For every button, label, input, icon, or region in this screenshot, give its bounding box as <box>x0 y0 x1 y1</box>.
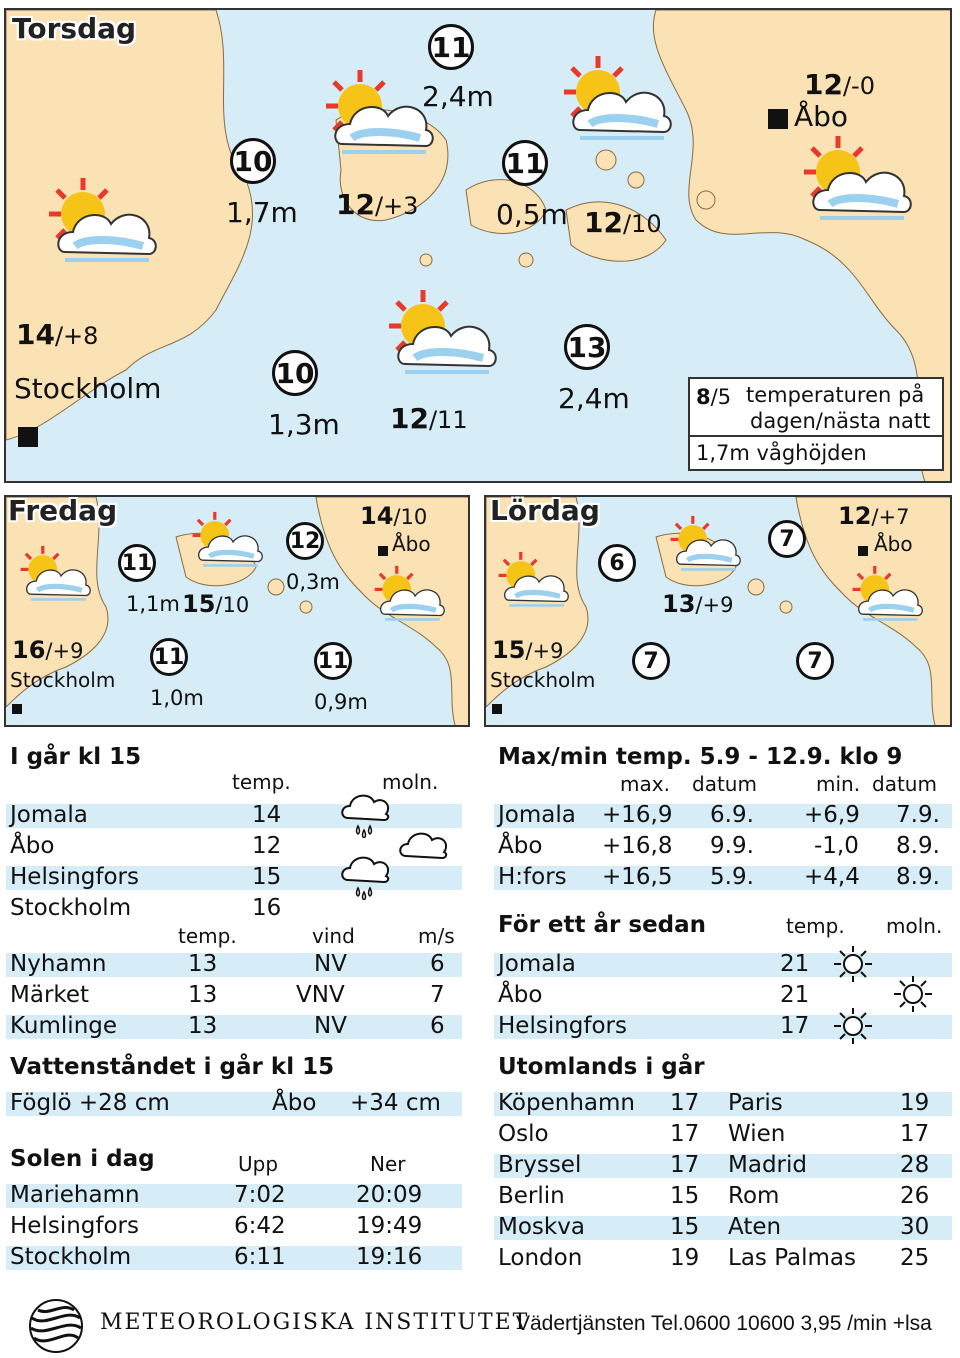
temperature-value: 19 <box>670 1245 700 1271</box>
city-marker <box>18 426 38 447</box>
partly-cloudy-icon <box>322 64 437 163</box>
place-name: Jomala <box>498 951 576 977</box>
wave-height: 1,7m <box>226 196 298 229</box>
wind-speed-marker: 7 <box>796 642 834 680</box>
temperature-label: 12/11 <box>390 402 468 435</box>
column-header-temp: temp. <box>232 770 291 794</box>
min-temp: -1,0 <box>814 833 859 859</box>
min-date: 8.9. <box>896 833 940 859</box>
column-header-temp: temp. <box>178 924 237 948</box>
temperature-value: 17 <box>670 1121 700 1147</box>
wind-speed-marker: 10 <box>272 350 318 396</box>
city-label-abo: Åbo <box>794 100 849 133</box>
min-temp: +6,9 <box>804 802 860 828</box>
place-name: Stockholm <box>10 895 132 921</box>
water-level-value: +34 cm <box>350 1090 441 1116</box>
legend-temp-example: 8/5 <box>696 385 732 409</box>
place-name: Åbo <box>498 833 543 859</box>
column-header-upp: Upp <box>238 1152 279 1176</box>
wind-direction: NV <box>314 1013 347 1039</box>
max-temp: +16,9 <box>602 802 673 828</box>
temperature-value: 13 <box>188 951 218 977</box>
city-marker <box>12 698 22 717</box>
temperature-label: 12/+7 <box>838 502 910 530</box>
place-name: H:fors <box>498 864 567 890</box>
column-header-vind: vind <box>312 924 355 948</box>
institute-logo-icon <box>28 1298 84 1358</box>
temperature-label: 15/+9 <box>492 636 564 664</box>
temperature-value: 17 <box>670 1152 700 1178</box>
place-name: Märket <box>10 982 90 1008</box>
section-title-maxmin: Max/min temp. 5.9 - 12.9. klo 9 <box>498 744 903 770</box>
temperature-label: 16/+9 <box>12 636 84 664</box>
temperature-label: 14/+8 <box>16 318 99 351</box>
temperature-value: 28 <box>900 1152 930 1178</box>
partly-cloudy-icon <box>372 562 447 628</box>
fredag-title: Fredag <box>8 494 118 527</box>
temperature-value: 26 <box>900 1183 930 1209</box>
cloud-icon <box>398 826 450 866</box>
city-name: Moskva <box>498 1214 585 1240</box>
partly-cloudy-icon <box>18 542 93 608</box>
wind-speed-marker: 11 <box>502 140 548 186</box>
legend-wave-text: 1,7m våghöjden <box>696 441 867 465</box>
temperature-label: 13/+9 <box>662 590 734 618</box>
city-name: Berlin <box>498 1183 565 1209</box>
temperature-value: 13 <box>188 982 218 1008</box>
partly-cloudy-icon <box>45 172 160 271</box>
water-level-fogló: Föglö +28 cm <box>10 1090 170 1116</box>
wind-speed: 6 <box>430 951 445 977</box>
temperature-value: 13 <box>188 1013 218 1039</box>
wind-speed-marker: 11 <box>118 544 156 582</box>
wind-speed: 6 <box>430 1013 445 1039</box>
column-header-ms: m/s <box>418 924 455 948</box>
city-name: Las Palmas <box>728 1245 857 1271</box>
place-name: Jomala <box>498 802 576 828</box>
wind-direction: NV <box>314 951 347 977</box>
column-header-min: min. <box>816 772 861 796</box>
place-name: Kumlinge <box>10 1013 118 1039</box>
torsdag-title: Torsdag <box>12 12 137 45</box>
column-header-temp: temp. <box>786 914 845 938</box>
temperature-value: 21 <box>780 982 810 1008</box>
city-name: Oslo <box>498 1121 549 1147</box>
temperature-value: 16 <box>252 895 282 921</box>
column-header-moln: moln. <box>886 914 943 938</box>
wave-height: 0,3m <box>286 570 340 594</box>
rain-cloud-icon <box>340 790 392 842</box>
max-date: 6.9. <box>710 802 754 828</box>
wind-speed-marker: 13 <box>564 324 610 370</box>
column-header-datum: datum <box>872 772 937 796</box>
wind-speed-marker: 7 <box>768 520 806 558</box>
water-level-place: Åbo <box>272 1090 317 1116</box>
city-label-stockholm: Stockholm <box>490 668 596 692</box>
temperature-value: 15 <box>252 864 282 890</box>
city-name: Aten <box>728 1214 782 1240</box>
section-title-vatten: Vattenståndet i går kl 15 <box>10 1054 335 1080</box>
phone-service: Vädertjänsten Tel.0600 10600 3,95 /min +lsa <box>516 1312 932 1335</box>
partly-cloudy-icon <box>560 50 675 149</box>
city-marker <box>492 698 502 717</box>
wind-speed-marker: 7 <box>632 642 670 680</box>
sunrise-time: 6:42 <box>234 1213 286 1239</box>
city-marker <box>858 540 868 559</box>
column-header-ner: Ner <box>370 1152 406 1176</box>
place-name: Jomala <box>10 802 88 828</box>
sun-icon <box>830 944 876 988</box>
section-title-igar: I går kl 15 <box>10 744 142 770</box>
place-name: Stockholm <box>10 1244 132 1270</box>
temperature-value: 17 <box>670 1090 700 1116</box>
sun-icon <box>830 1006 876 1050</box>
temperature-value: 14 <box>252 802 282 828</box>
place-name: Nyhamn <box>10 951 107 977</box>
place-name: Helsingfors <box>10 1213 139 1239</box>
partly-cloudy-icon <box>668 512 743 578</box>
city-marker <box>768 108 788 129</box>
column-header-datum: datum <box>692 772 757 796</box>
place-name: Åbo <box>10 833 55 859</box>
temperature-value: 12 <box>252 833 282 859</box>
column-header-moln: moln. <box>382 770 439 794</box>
legend-temp-text: dagen/nästa natt <box>750 409 931 433</box>
city-name: London <box>498 1245 583 1271</box>
place-name: Helsingfors <box>10 864 139 890</box>
section-title-utomlands: Utomlands i går <box>498 1054 705 1080</box>
temperature-label: 12/10 <box>584 206 662 239</box>
wind-direction: VNV <box>296 982 345 1008</box>
place-name: Åbo <box>498 982 543 1008</box>
city-name: Wien <box>728 1121 786 1147</box>
temperature-label: 15/10 <box>182 590 250 618</box>
wave-height: 0,5m <box>496 198 568 231</box>
wave-height: 1,3m <box>268 408 340 441</box>
sunrise-time: 7:02 <box>234 1182 286 1208</box>
city-label-stockholm: Stockholm <box>10 668 116 692</box>
city-name: Madrid <box>728 1152 807 1178</box>
column-header-max: max. <box>620 772 670 796</box>
institute-name: METEOROLOGISKA INSTITUTET <box>100 1310 530 1335</box>
sunset-time: 19:16 <box>356 1244 423 1270</box>
wave-height: 1,1m <box>126 592 180 616</box>
map-legend <box>688 377 944 471</box>
wind-speed-marker: 11 <box>150 638 188 676</box>
temperature-value: 15 <box>670 1183 700 1209</box>
legend-temp-text: temperaturen på <box>746 383 925 407</box>
partly-cloudy-icon <box>385 284 500 383</box>
city-label-stockholm: Stockholm <box>14 372 162 405</box>
city-name: Rom <box>728 1183 780 1209</box>
partly-cloudy-icon <box>850 562 925 628</box>
min-date: 7.9. <box>896 802 940 828</box>
partly-cloudy-icon <box>496 548 571 614</box>
temperature-label: 12/+3 <box>336 188 419 221</box>
city-label-abo: Åbo <box>392 532 431 556</box>
max-temp: +16,5 <box>602 864 673 890</box>
wind-speed-marker: 11 <box>428 24 474 70</box>
temperature-value: 21 <box>780 951 810 977</box>
temperature-value: 19 <box>900 1090 930 1116</box>
place-name: Helsingfors <box>498 1013 627 1039</box>
wave-height: 2,4m <box>558 382 630 415</box>
max-temp: +16,8 <box>602 833 673 859</box>
wave-height: 2,4m <box>422 80 494 113</box>
wave-height: 1,0m <box>150 686 204 710</box>
wind-speed-marker: 10 <box>230 138 276 184</box>
wind-speed: 7 <box>430 982 445 1008</box>
wind-speed-marker: 6 <box>598 544 636 582</box>
city-marker <box>378 540 388 559</box>
sunset-time: 20:09 <box>356 1182 423 1208</box>
max-date: 5.9. <box>710 864 754 890</box>
wind-speed-marker: 12 <box>286 522 324 560</box>
min-date: 8.9. <box>896 864 940 890</box>
section-title-solen: Solen i dag <box>10 1146 155 1172</box>
temperature-value: 15 <box>670 1214 700 1240</box>
city-name: Bryssel <box>498 1152 582 1178</box>
wind-speed-marker: 11 <box>314 642 352 680</box>
temperature-value: 17 <box>900 1121 930 1147</box>
partly-cloudy-icon <box>800 130 915 229</box>
city-name: Paris <box>728 1090 783 1116</box>
legend-divider <box>690 435 942 437</box>
temperature-value: 25 <box>900 1245 930 1271</box>
min-temp: +4,4 <box>804 864 860 890</box>
temperature-value: 30 <box>900 1214 930 1240</box>
lordag-title: Lördag <box>490 494 600 527</box>
sun-icon <box>890 974 936 1018</box>
temperature-label: 12/-0 <box>804 68 875 101</box>
place-name: Mariehamn <box>10 1182 140 1208</box>
rain-cloud-icon <box>340 852 392 904</box>
sunrise-time: 6:11 <box>234 1244 286 1270</box>
wave-height: 0,9m <box>314 690 368 714</box>
city-label-abo: Åbo <box>874 532 913 556</box>
city-name: Köpenhamn <box>498 1090 635 1116</box>
section-title-arsedan: För ett år sedan <box>498 912 707 938</box>
temperature-value: 17 <box>780 1013 810 1039</box>
partly-cloudy-icon <box>190 508 265 574</box>
temperature-label: 14/10 <box>360 502 428 530</box>
sunset-time: 19:49 <box>356 1213 423 1239</box>
max-date: 9.9. <box>710 833 754 859</box>
